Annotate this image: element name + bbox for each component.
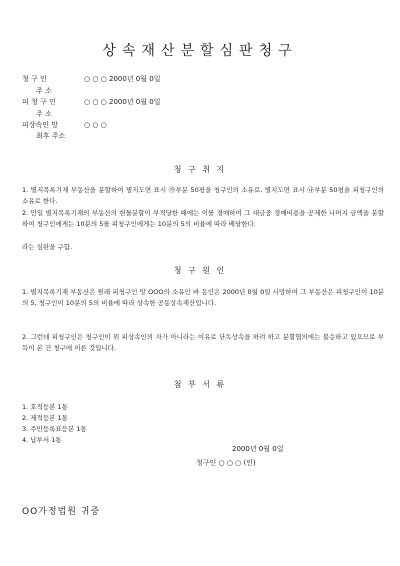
cause-paragraph-2: 2. 그런데 피청구인은 청구인이 위 피상속인의 자가 아니라는 이유로 단독상속을 하려 하고 분할협의에는 불응하고 있으므로 부득이 본 건 청구에 이른 것입니다. — [22, 333, 384, 352]
party-label-respondent: 피 청 구 인 — [22, 98, 56, 106]
party-label-decedent: 피상속인 망 — [22, 121, 59, 129]
attachment-item: 3. 주민등록표등본 1통 — [22, 425, 87, 433]
party-label-claimant-address: 주 소 — [36, 87, 52, 95]
section-heading-cause: 청 구 원 인 — [173, 266, 227, 275]
court-addressee: OO가정법원 귀중 — [22, 507, 101, 517]
filing-date: 2000년 0월 0일 — [232, 445, 284, 453]
claimant-signature: 청구인 ○ ○ ○ (인) — [196, 459, 256, 467]
party-label-last-address: 최후 주소 — [36, 132, 66, 140]
attachment-item: 1. 호적등본 1통 — [22, 403, 68, 411]
section-heading-claim: 청 구 취 지 — [173, 165, 227, 174]
section-heading-attachments: 첨 부 서 류 — [173, 380, 227, 389]
attachment-item: 4. 납부서 1통 — [22, 436, 62, 444]
claim-item-2: 2. 만일 별지목록기재의 부동산의 현물분할이 부적당한 때에는 이를 경매하여 그 대금중 경매비용을 공제한 나머지 금액을 분할하여 청구인에게는 10분의 5를 피청구인에게는 10분의 5의 비율에 따라 배당한다. — [22, 209, 384, 228]
party-value-decedent: ○ ○ ○ — [84, 121, 107, 129]
claim-item-1: 1. 별지목록기재 부동산을 분할하여 별지도면 표시 ㉮부분 50평을 청구인의 소유로, 별지도면 표시 ㉯부분 50평을 피청구인의 소유로 한다. — [22, 186, 384, 205]
claim-closing: 라는 심판을 구함. — [22, 243, 73, 251]
party-label-respondent-address: 주 소 — [36, 110, 52, 118]
party-label-claimant: 청 구 인 — [22, 75, 47, 83]
party-value-claimant: ○ ○ ○ 2000년 0월 0일 — [84, 75, 161, 83]
cause-paragraph-1: 1. 별지목록기재 부동산은 원래 피청구인 망 OOO의 소유인 바 동인은 2000년 0월 0일 사망하여 그 부동산은 피청구인이 10분의 5, 청구인이 10분의 5의 비율에 따라 상속한 공동상속재산입니다. — [22, 288, 384, 307]
party-value-respondent: ○ ○ ○ 2000년 0월 0일 — [84, 98, 161, 106]
attachment-item: 2. 제적등본 1통 — [22, 414, 68, 422]
document-title: 상속재산분할심판청구 — [102, 43, 298, 59]
